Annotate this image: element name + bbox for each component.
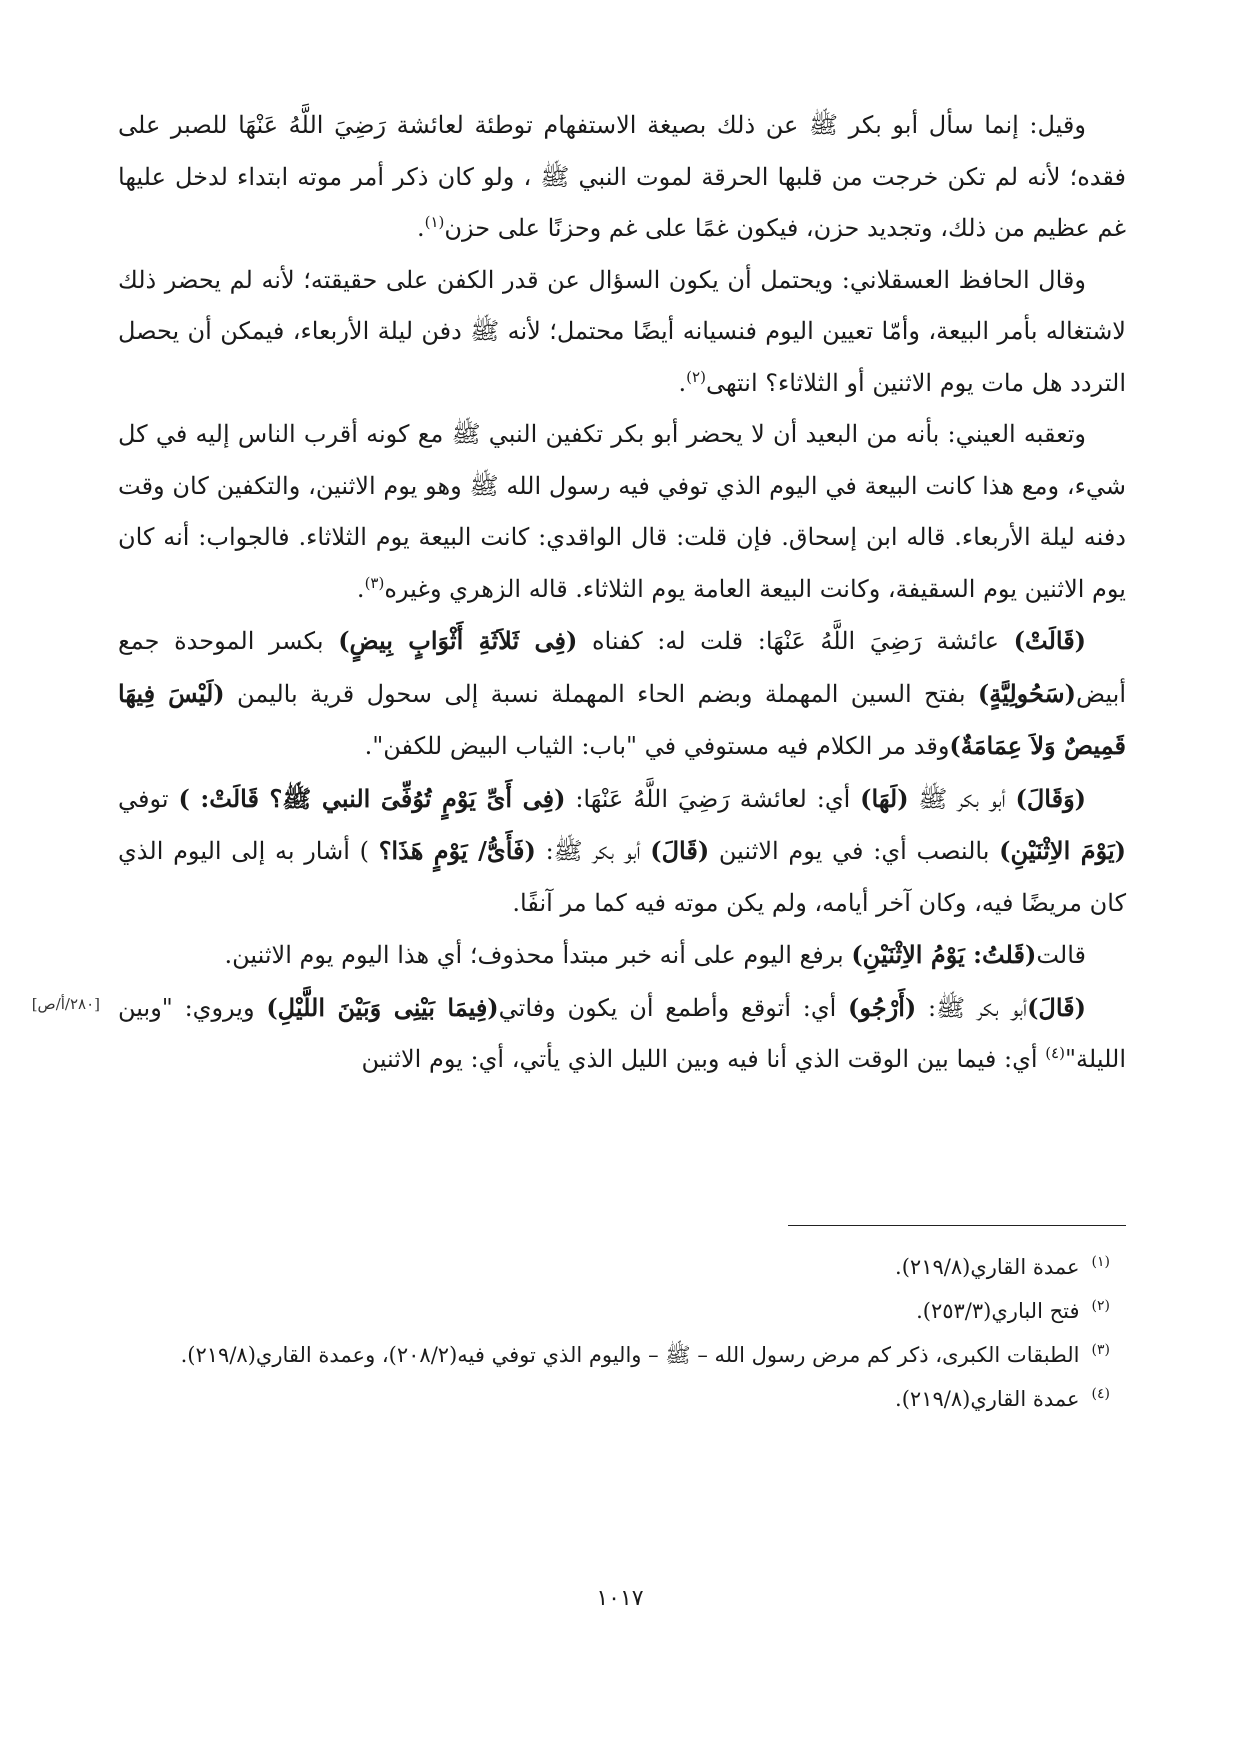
hadith-text: (لَيْسَ فِيهَا قَمِيصٌ وَلاَ عِمَامَةٌ)	[118, 678, 1126, 760]
paragraph	[118, 100, 1126, 255]
footnote-ref: (٢)	[686, 367, 706, 386]
commentary-text: .	[416, 214, 425, 242]
commentary-text: أي: لعائشة رَضِيَ اللَّهُ عَنْهَا:	[565, 784, 861, 813]
page-number: ١٠١٧	[596, 1586, 644, 1611]
commentary-text: أي: فيما بين الوقت الذي أنا فيه وبين الليل الذي يأتي، أي: يوم الاثنين	[361, 1045, 1046, 1073]
hadith-text: (قَلتُ: يَوْمُ الاِثْنَيْنِ)	[851, 940, 1037, 969]
hadith-text: (قَالَ)	[650, 836, 710, 865]
commentary-text: وتعقبه العيني: بأنه من البعيد أن لا يحضر أبو بكر تكفين النبي ﷺ مع كونه أقرب الناس إليه في كل شيء، ومع هذا كانت البيعة في اليوم الذي توفي فيه رسول الله ﷺ وهو يوم الاثنين، والتكفين كان وقت دفنه ليلة الأربعاء. قاله ابن إسحاق. فإن قلت: قال الواقدي: كانت البيعة يوم الثلاثاء. فالجواب: أنه كان يوم الاثنين يوم السقيفة، وكانت البيعة العامة يوم الثلاثاء. قاله الزهري وغيره	[118, 420, 1126, 603]
commentary-text: عائشة رَضِيَ اللَّهُ عَنْهَا: قلت له: كفناه	[577, 627, 1014, 655]
paragraph	[118, 982, 1126, 1086]
footnote-text: عمدة القاري(٢١٩/٨).	[895, 1255, 1080, 1279]
footnote	[118, 1377, 1126, 1421]
hadith-text: (فَأَىُّ/ يَوْمٍ هَذَا؟	[378, 836, 536, 865]
footnote-number: (١)	[1091, 1254, 1110, 1270]
footnotes	[118, 1245, 1126, 1421]
commentary-text: .	[356, 574, 365, 603]
paragraph	[118, 409, 1126, 615]
hadith-text: (فِى ثَلاَثَةِ أَثْوَابٍ بِيضٍ)	[338, 626, 578, 655]
commentary-text: بالنصب أي: في يوم الاثنين	[709, 837, 1000, 865]
footnote-ref: (١)	[424, 213, 445, 231]
commentary-text: قالت	[1036, 941, 1086, 969]
footnote	[118, 1289, 1126, 1333]
footnote-text: عمدة القاري(٢١٩/٨).	[895, 1387, 1080, 1411]
commentary-text: .	[678, 368, 687, 397]
commentary-text: وقد مر الكلام فيه مستوفي في "باب: الثياب البيض للكفن".	[364, 732, 950, 760]
commentary-text: وقال الحافظ العسقلاني: ويحتمل أن يكون السؤال عن قدر الكفن على حقيقته؛ لأنه لم يحضر ذلك لاشتغاله بأمر البيعة، وأمّا تعيين اليوم فنسيانه أيضًا محتمل؛ لأنه ﷺ دفن ليلة الأربعاء، فيمكن أن يحصل التردد هل مات يوم الاثنين أو الثلاثاء؟ انتهى	[118, 265, 1126, 397]
footnote	[118, 1245, 1126, 1289]
paragraph	[118, 929, 1126, 982]
commentary-text: توفي	[118, 784, 179, 813]
footnote-number: (٢)	[1091, 1298, 1110, 1314]
footnote-number: (٣)	[1091, 1342, 1110, 1358]
commentary-text: بكسر الموحدة جمع أبيض	[118, 627, 1127, 708]
hadith-text: (لَهَا)	[860, 783, 909, 813]
commentary-text: بفتح السين المهملة وبضم الحاء المهملة نسبة إلى سحول قرية باليمن	[224, 679, 978, 708]
commentary-text: برفع اليوم على أنه خبر مبتدأ محذوف؛ أي هذا اليوم يوم الاثنين.	[224, 941, 852, 969]
hadith-text: (وَقَالَ)	[1015, 783, 1087, 813]
paragraph	[118, 615, 1126, 773]
footnote-separator	[788, 1225, 1126, 1226]
footnote-ref: (٣)	[364, 573, 385, 592]
paragraph	[118, 773, 1126, 930]
paragraph	[118, 255, 1126, 410]
footnote-ref: (٤)	[1045, 1044, 1065, 1062]
margin-manuscript-ref: [٢٨٠/أ/ص]	[31, 995, 100, 1013]
commentary-text: وقيل: إنما سأل أبو بكر ﷺ عن ذلك بصيغة الاستفهام توطئة لعائشة رَضِيَ اللَّهُ عَنْهَا للصبر على فقده؛ لأنه لم تكن خرجت من قلبها الحرقة لموت النبي ﷺ ، ولو كان ذكر أمر موته ابتداء لدخل عليها غم عظيم من ذلك، وتجديد حزن، فيكون غمًا على غم وحزنًا على حزن	[118, 111, 1126, 242]
footnote-text: الطبقات الكبرى، ذكر كم مرض رسول الله – ﷺ – واليوم الذي توفي فيه(٢٠٨/٢)، وعمدة القاري(٢١٩/٨).	[180, 1343, 1080, 1367]
footnote-number: (٤)	[1091, 1386, 1110, 1402]
footnote	[118, 1333, 1126, 1377]
commentary-text: أبو بكر ﷺ:	[916, 993, 1028, 1022]
commentary-text: أبو بكر ﷺ:	[535, 837, 651, 865]
hadith-text: (أَرْجُو)	[848, 992, 917, 1022]
hadith-text: (فِى أَىِّ يَوْمٍ تُوُفِّىَ النبي ﷺ؟ قَالَتْ: )	[178, 783, 566, 813]
commentary-text: أبو بكر ﷺ	[908, 784, 1016, 813]
commentary-text: ) أشار به إلى اليوم الذي كان مريضًا فيه، وكان آخر أيامه، ولم يكن موته فيه كما مر آنفًا.	[118, 837, 1126, 917]
hadith-text: (فِيمَا بَيْنِى وَبَيْنَ اللَّيْلِ)	[266, 992, 499, 1022]
hadith-text: (قَالَ)	[1027, 992, 1086, 1022]
commentary-text: أي: أتوقع وأطمع أن يكون وفاتي	[498, 993, 849, 1022]
footnote-text: فتح الباري(٢٥٣/٣).	[916, 1299, 1080, 1323]
hadith-text: (سَحُولِيَّةٍ)	[977, 678, 1077, 708]
main-text	[118, 100, 1126, 1086]
hadith-text: (يَوْمَ الاِثْنَيْنِ)	[999, 836, 1126, 865]
hadith-text: (قَالَتْ)	[1013, 626, 1087, 655]
commentary-text: ويروي: "وبين الليلة"	[118, 993, 1126, 1073]
